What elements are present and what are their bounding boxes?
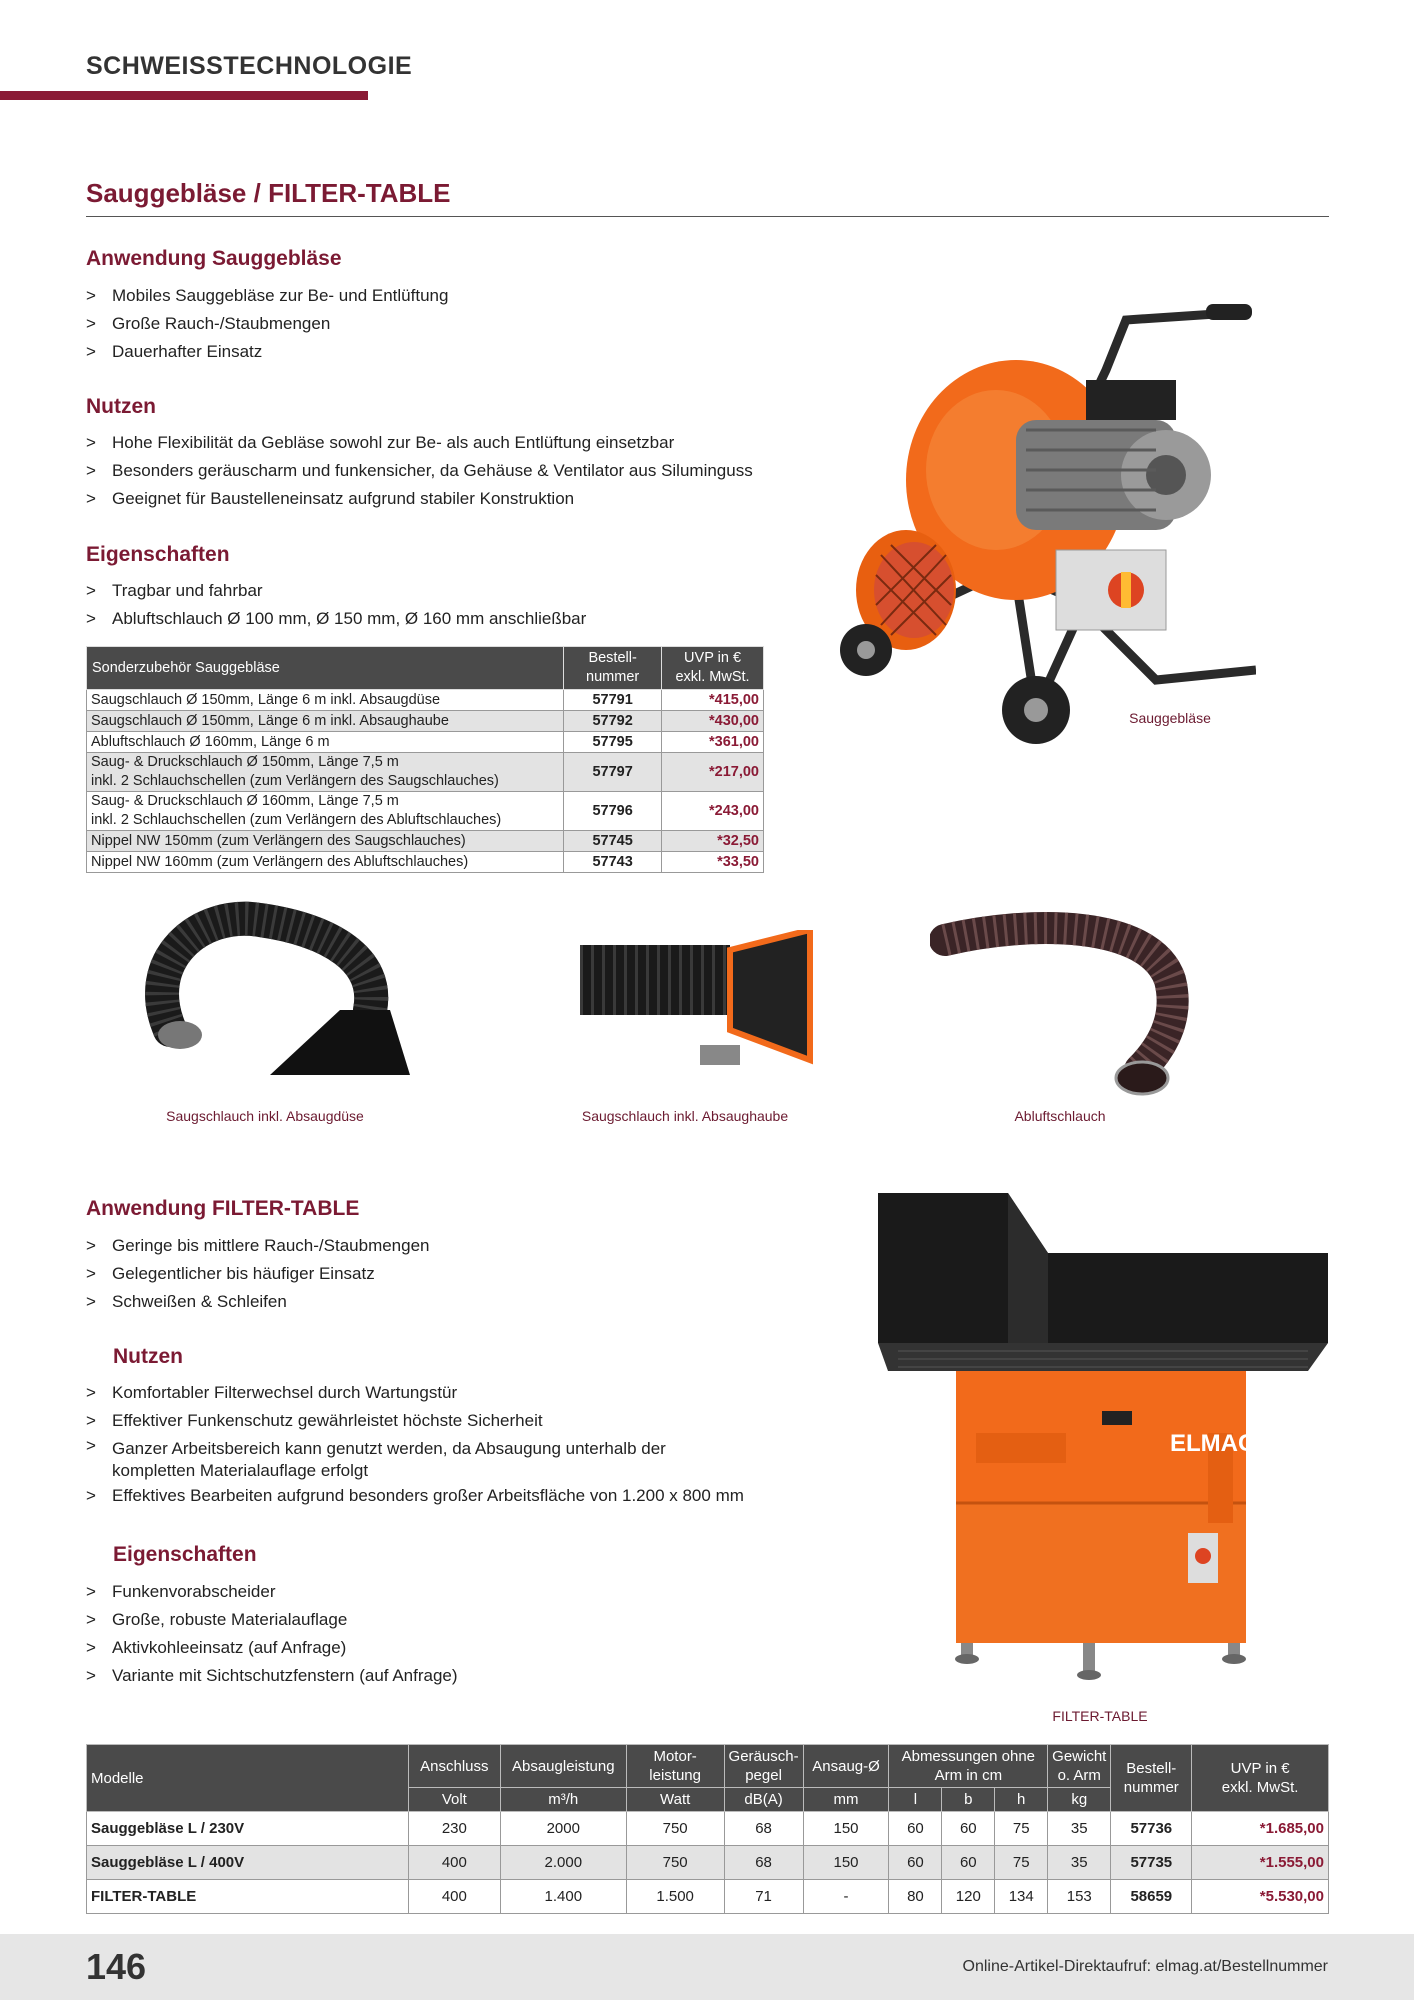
list-item: > Große Rauch-/Staubmengen <box>86 310 448 338</box>
unit-anschluss: Volt <box>408 1788 500 1812</box>
column-header-abmessungen: Abmessungen ohne Arm in cm <box>889 1745 1048 1788</box>
model-name: Sauggebläse L / 230V <box>87 1812 409 1846</box>
model-name: Sauggebläse L / 400V <box>87 1846 409 1880</box>
cell-order: 58659 <box>1111 1880 1192 1914</box>
sauggeblaese-image <box>836 300 1256 760</box>
cell-motor: 1.500 <box>626 1880 724 1914</box>
price: *361,00 <box>662 732 764 753</box>
accessory-name: Saug- & Druckschlauch Ø 150mm, Länge 7,5 m inkl. 2 Schlauchschellen (zum Verlängern des Saugschlauches) <box>87 753 564 792</box>
unit-ansaug: mm <box>803 1788 889 1812</box>
cell-price: *1.685,00 <box>1192 1812 1329 1846</box>
column-header-ansaug: Ansaug-Ø <box>803 1745 889 1788</box>
cell-anschluss: 230 <box>408 1812 500 1846</box>
title-divider <box>86 216 1329 217</box>
list-item: > Effektiver Funkenschutz gewährleistet höchste Sicherheit <box>86 1407 744 1435</box>
cell-absaug: 1.400 <box>500 1880 626 1914</box>
column-header-gewicht: Gewicht o. Arm <box>1048 1745 1111 1788</box>
accessory-name: Abluftschlauch Ø 160mm, Länge 6 m <box>87 732 564 753</box>
table-row <box>87 1812 1329 1846</box>
spec-table <box>86 1744 1329 1914</box>
order-number: 57795 <box>564 732 662 753</box>
table-row <box>87 792 764 831</box>
cell-b: 120 <box>942 1880 995 1914</box>
cell-anschluss: 400 <box>408 1880 500 1914</box>
nutzen-sauggeblaese-heading: Nutzen <box>86 395 156 418</box>
anwendung-sauggeblaese-list <box>86 282 448 366</box>
price: *415,00 <box>662 690 764 711</box>
price: *33,50 <box>662 852 764 873</box>
cell-order: 57735 <box>1111 1846 1192 1880</box>
column-header-motorleistung: Motor- leistung <box>626 1745 724 1788</box>
list-item: > Funkenvorabscheider <box>86 1578 458 1606</box>
anwendung-filtertable-list <box>86 1232 430 1316</box>
cell-absaug: 2.000 <box>500 1846 626 1880</box>
cell-gewicht: 35 <box>1048 1812 1111 1846</box>
column-header-name: Sonderzubehör Sauggebläse <box>87 647 564 690</box>
column-header-price: UVP in € exkl. MwSt. <box>662 647 764 690</box>
cell-l: 60 <box>889 1812 942 1846</box>
eigenschaften-filtertable-heading: Eigenschaften <box>113 1543 257 1566</box>
abluftschlauch-image <box>930 910 1200 1100</box>
table-row <box>87 1880 1329 1914</box>
column-header-order: Bestell- nummer <box>564 647 662 690</box>
list-item: > Besonders geräuscharm und funkensicher, da Gehäuse & Ventilator aus Siluminguss <box>86 457 753 485</box>
order-number: 57797 <box>564 753 662 792</box>
cell-order: 57736 <box>1111 1812 1192 1846</box>
price: *430,00 <box>662 711 764 732</box>
table-row <box>87 732 764 753</box>
list-item: > Dauerhafter Einsatz <box>86 338 448 366</box>
accessory-name: Saugschlauch Ø 150mm, Länge 6 m inkl. Absaughaube <box>87 711 564 732</box>
filter-table-caption: FILTER-TABLE <box>1052 1708 1148 1724</box>
column-header-uvp: UVP in € exkl. MwSt. <box>1192 1745 1329 1812</box>
cell-motor: 750 <box>626 1846 724 1880</box>
table-header-row <box>87 1745 1329 1788</box>
order-number: 57745 <box>564 831 662 852</box>
list-item: > Geringe bis mittlere Rauch-/Staubmengen <box>86 1232 430 1260</box>
order-number: 57791 <box>564 690 662 711</box>
nutzen-filtertable-list <box>86 1379 744 1510</box>
cell-motor: 750 <box>626 1812 724 1846</box>
unit-motor: Watt <box>626 1788 724 1812</box>
cell-absaug: 2000 <box>500 1812 626 1846</box>
header-accent-bar <box>0 91 368 100</box>
sauggeblaese-caption: Sauggebläse <box>1129 710 1211 726</box>
table-row <box>87 753 764 792</box>
column-header-anschluss: Anschluss <box>408 1745 500 1788</box>
cell-b: 60 <box>942 1846 995 1880</box>
list-item: > Gelegentlicher bis häufiger Einsatz <box>86 1260 430 1288</box>
column-header-modelle: Modelle <box>87 1745 409 1812</box>
cell-ansaug: 150 <box>803 1846 889 1880</box>
table-row <box>87 690 764 711</box>
cell-anschluss: 400 <box>408 1846 500 1880</box>
cell-geraeusch: 71 <box>724 1880 803 1914</box>
cell-price: *5.530,00 <box>1192 1880 1329 1914</box>
cell-h: 75 <box>995 1812 1048 1846</box>
hose-caption-absaughaube: Saugschlauch inkl. Absaughaube <box>581 1108 789 1124</box>
order-number: 57743 <box>564 852 662 873</box>
order-number: 57792 <box>564 711 662 732</box>
accessory-name: Saug- & Druckschlauch Ø 160mm, Länge 7,5 m inkl. 2 Schlauchschellen (zum Verlängern des Abluftschlauches) <box>87 792 564 831</box>
page-title: Sauggebläse / FILTER-TABLE <box>86 178 451 208</box>
hose-caption-absaugduese: Saugschlauch inkl. Absaugdüse <box>166 1108 364 1124</box>
list-item: > Schweißen & Schleifen <box>86 1288 430 1316</box>
list-item: > Ganzer Arbeitsbereich kann genutzt werden, da Absaugung unterhalb der kompletten Materialauflage erfolgt <box>86 1435 744 1482</box>
table-row <box>87 831 764 852</box>
model-name: FILTER-TABLE <box>87 1880 409 1914</box>
column-header-absaugleistung: Absaugleistung <box>500 1745 626 1788</box>
cell-gewicht: 153 <box>1048 1880 1111 1914</box>
accessory-name: Saugschlauch Ø 150mm, Länge 6 m inkl. Absaugdüse <box>87 690 564 711</box>
unit-b: b <box>942 1788 995 1812</box>
cell-h: 134 <box>995 1880 1048 1914</box>
cell-l: 80 <box>889 1880 942 1914</box>
page-number: 146 <box>86 1946 147 1987</box>
filter-table-image <box>878 1183 1328 1703</box>
anwendung-filtertable-heading: Anwendung FILTER-TABLE <box>86 1197 360 1220</box>
accessories-table <box>86 646 764 873</box>
cell-ansaug: 150 <box>803 1812 889 1846</box>
list-item: > Mobiles Sauggebläse zur Be- und Entlüftung <box>86 282 448 310</box>
elmag-logo: ELMAG <box>1170 1430 1257 1457</box>
list-item: > Variante mit Sichtschutzfenstern (auf Anfrage) <box>86 1662 458 1690</box>
order-number: 57796 <box>564 792 662 831</box>
unit-h: h <box>995 1788 1048 1812</box>
eigenschaften-filtertable-list <box>86 1578 458 1690</box>
eigenschaften-sauggeblaese-list <box>86 577 586 633</box>
list-item: > Abluftschlauch Ø 100 mm, Ø 150 mm, Ø 160 mm anschließbar <box>86 605 586 633</box>
list-item: > Geeignet für Baustelleneinsatz aufgrund stabiler Konstruktion <box>86 485 753 513</box>
eigenschaften-sauggeblaese-heading: Eigenschaften <box>86 543 230 566</box>
accessory-name: Nippel NW 150mm (zum Verlängern des Saugschlauches) <box>87 831 564 852</box>
price: *217,00 <box>662 753 764 792</box>
table-row <box>87 852 764 873</box>
table-row <box>87 1846 1329 1880</box>
cell-geraeusch: 68 <box>724 1812 803 1846</box>
cell-geraeusch: 68 <box>724 1846 803 1880</box>
saugschlauch-absaughaube-image <box>580 930 820 1080</box>
unit-gewicht: kg <box>1048 1788 1111 1812</box>
cell-price: *1.555,00 <box>1192 1846 1329 1880</box>
table-row <box>87 711 764 732</box>
nutzen-filtertable-heading: Nutzen <box>113 1345 183 1368</box>
list-item: > Komfortabler Filterwechsel durch Wartungstür <box>86 1379 744 1407</box>
section-header-title: SCHWEISSTECHNOLOGIE <box>86 52 413 80</box>
column-header-geraeuschpegel: Geräusch- pegel <box>724 1745 803 1788</box>
nutzen-sauggeblaese-list <box>86 429 753 513</box>
cell-h: 75 <box>995 1846 1048 1880</box>
unit-absaug: m³/h <box>500 1788 626 1812</box>
cell-gewicht: 35 <box>1048 1846 1111 1880</box>
list-item: > Große, robuste Materialauflage <box>86 1606 458 1634</box>
footer-link-text: Online-Artikel-Direktaufruf: elmag.at/Bestellnummer <box>962 1958 1328 1975</box>
list-item: > Aktivkohleeinsatz (auf Anfrage) <box>86 1634 458 1662</box>
anwendung-sauggeblaese-heading: Anwendung Sauggebläse <box>86 247 342 270</box>
accessory-name: Nippel NW 160mm (zum Verlängern des Abluftschlauches) <box>87 852 564 873</box>
list-item: > Hohe Flexibilität da Gebläse sowohl zur Be- als auch Entlüftung einsetzbar <box>86 429 753 457</box>
unit-geraeusch: dB(A) <box>724 1788 803 1812</box>
column-header-bestellnummer: Bestell- nummer <box>1111 1745 1192 1812</box>
list-item: > Effektives Bearbeiten aufgrund besonders großer Arbeitsfläche von 1.200 x 800 mm <box>86 1482 744 1510</box>
price: *243,00 <box>662 792 764 831</box>
saugschlauch-absaugduese-image <box>140 900 430 1090</box>
unit-l: l <box>889 1788 942 1812</box>
price: *32,50 <box>662 831 764 852</box>
list-item: > Tragbar und fahrbar <box>86 577 586 605</box>
hose-caption-abluftschlauch: Abluftschlauch <box>1014 1108 1106 1124</box>
cell-ansaug: - <box>803 1880 889 1914</box>
cell-l: 60 <box>889 1846 942 1880</box>
cell-b: 60 <box>942 1812 995 1846</box>
table-header-row <box>87 647 764 690</box>
